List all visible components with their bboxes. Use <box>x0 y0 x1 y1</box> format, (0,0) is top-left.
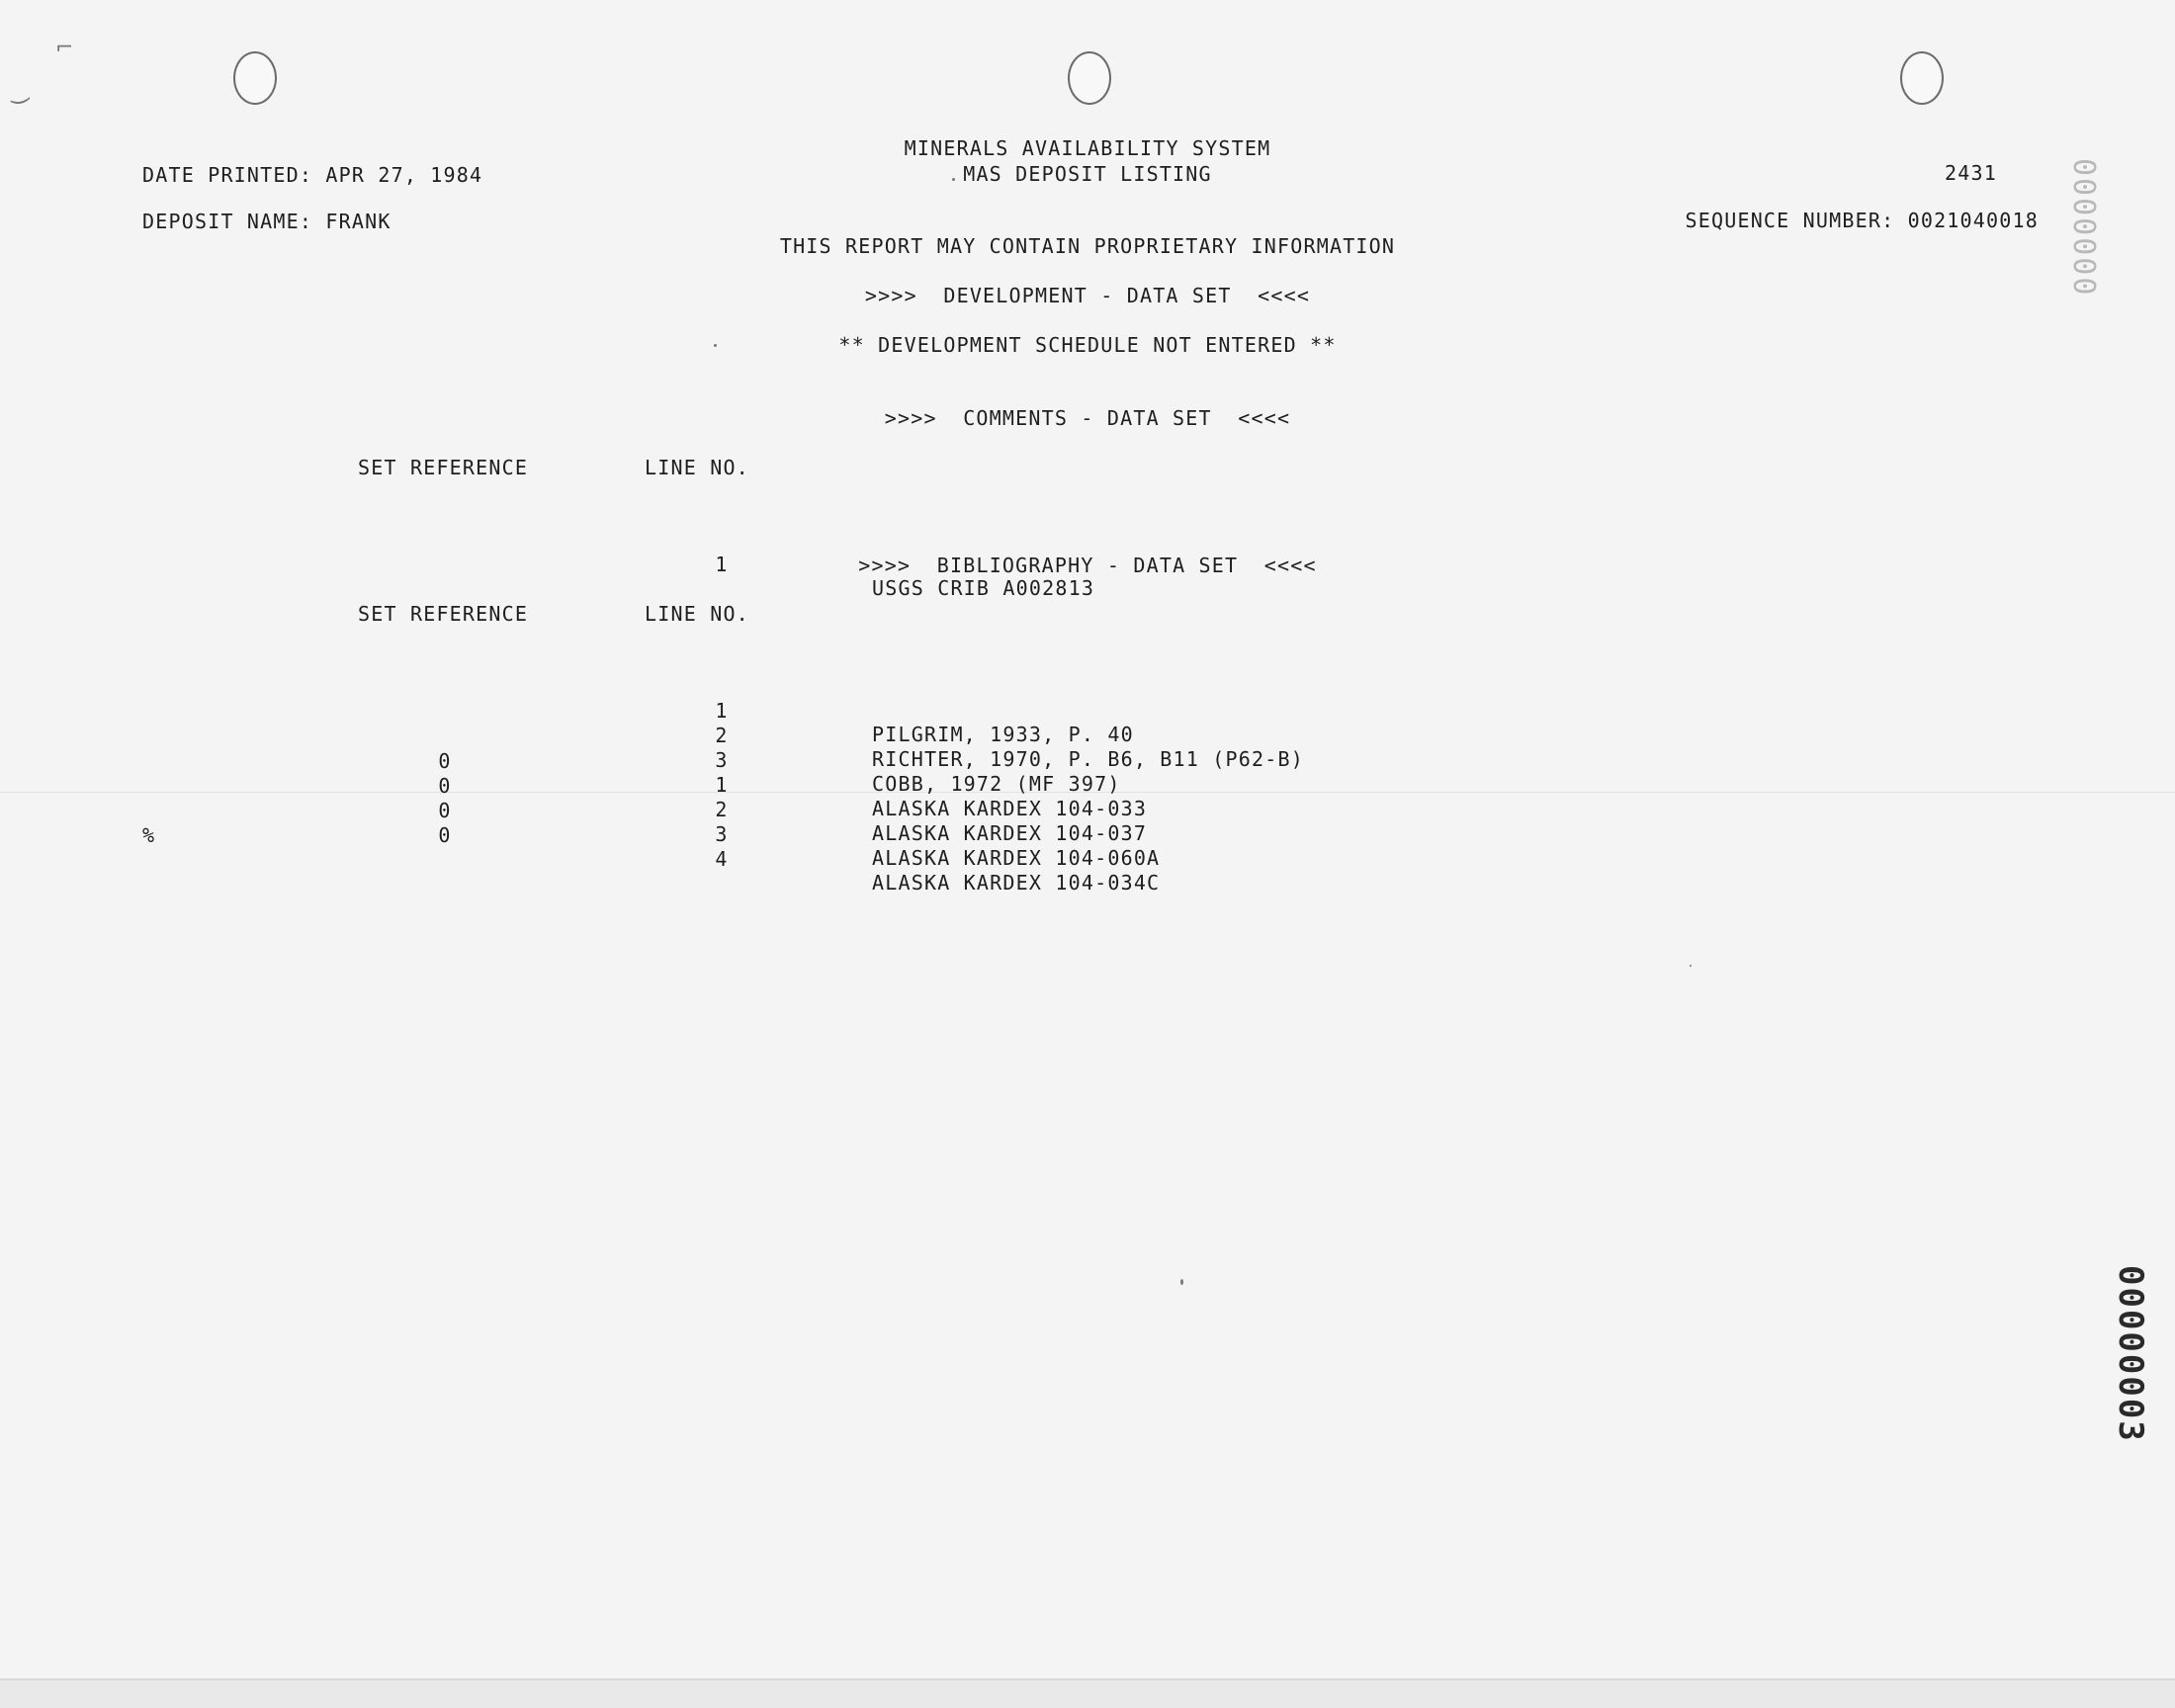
bibliography-line-no: 2 <box>715 798 729 821</box>
bibliography-line-no: 3 <box>715 822 729 846</box>
bibliography-set-ref: 0 <box>438 774 452 798</box>
page-bottom-edge <box>0 1678 2175 1708</box>
bibliography-text: ALASKA KARDEX 104-060A <box>872 846 1161 870</box>
bibliography-heading: >>>> BIBLIOGRAPHY - DATA SET <<<< <box>858 554 1317 577</box>
corner-pencil-mark: ⌐ <box>55 36 74 60</box>
printer-speck <box>714 344 717 347</box>
bibliography-text: ALASKA KARDEX 104-037 <box>872 821 1148 845</box>
development-heading: >>>> DEVELOPMENT - DATA SET <<<< <box>864 284 1311 307</box>
bibliography-line-no: 1 <box>715 773 729 797</box>
dark-stamp-number: 00000003 <box>2111 1265 2150 1443</box>
bibliography-text: PILGRIM, 1933, P. 40 <box>872 723 1134 746</box>
date-printed: DATE PRINTED: APR 27, 1984 <box>142 163 483 187</box>
deposit-name: DEPOSIT NAME: FRANK <box>142 210 392 233</box>
comments-col-line-no: LINE NO. <box>645 456 749 479</box>
printer-speck <box>1180 1279 1183 1285</box>
punch-hole-center <box>1068 51 1111 105</box>
comment-text: USGS CRIB A002813 <box>872 576 1095 600</box>
listing-title: MAS DEPOSIT LISTING <box>963 162 1212 186</box>
bibliography-text: COBB, 1972 (MF 397) <box>872 772 1121 796</box>
bibliography-line-no: 1 <box>715 699 729 723</box>
bibliography-text: ALASKA KARDEX 104-034C <box>872 871 1161 895</box>
bibliography-line-no: 3 <box>715 748 729 772</box>
printer-speck <box>1690 965 1692 967</box>
bibliography-set-ref: 0 <box>438 749 452 773</box>
faint-stamp-number: 0000000 <box>2066 158 2101 298</box>
punch-hole-right <box>1900 51 1944 105</box>
bibliography-text: ALASKA KARDEX 104-033 <box>872 797 1148 820</box>
bibliography-line-no: 4 <box>715 847 729 871</box>
bibliography-line-no: 2 <box>715 724 729 747</box>
footer-percent-mark: % <box>142 823 156 847</box>
system-title: MINERALS AVAILABILITY SYSTEM <box>904 136 1271 160</box>
development-note: ** DEVELOPMENT SCHEDULE NOT ENTERED ** <box>838 333 1337 357</box>
bibliography-text: RICHTER, 1970, P. B6, B11 (P62-B) <box>872 747 1304 771</box>
comments-heading: >>>> COMMENTS - DATA SET <<<< <box>884 406 1291 430</box>
bibliography-row <box>0 651 1134 746</box>
punch-hole-left <box>233 51 277 105</box>
comments-col-set-reference: SET REFERENCE <box>358 456 529 479</box>
proprietary-notice: THIS REPORT MAY CONTAIN PROPRIETARY INFORMATION <box>779 234 1396 258</box>
bibliography-set-ref: 0 <box>438 799 452 822</box>
comment-line-no: 1 <box>715 553 729 576</box>
edge-pencil-mark: ) <box>7 95 34 108</box>
bibliography-col-set-reference: SET REFERENCE <box>358 602 529 626</box>
bibliography-set-ref: 0 <box>438 823 452 847</box>
sequence-number: SEQUENCE NUMBER: 0021040018 <box>1685 209 2039 232</box>
bibliography-col-line-no: LINE NO. <box>645 602 749 626</box>
page-number: 2431 <box>1945 161 1997 185</box>
printer-speck <box>952 178 955 181</box>
